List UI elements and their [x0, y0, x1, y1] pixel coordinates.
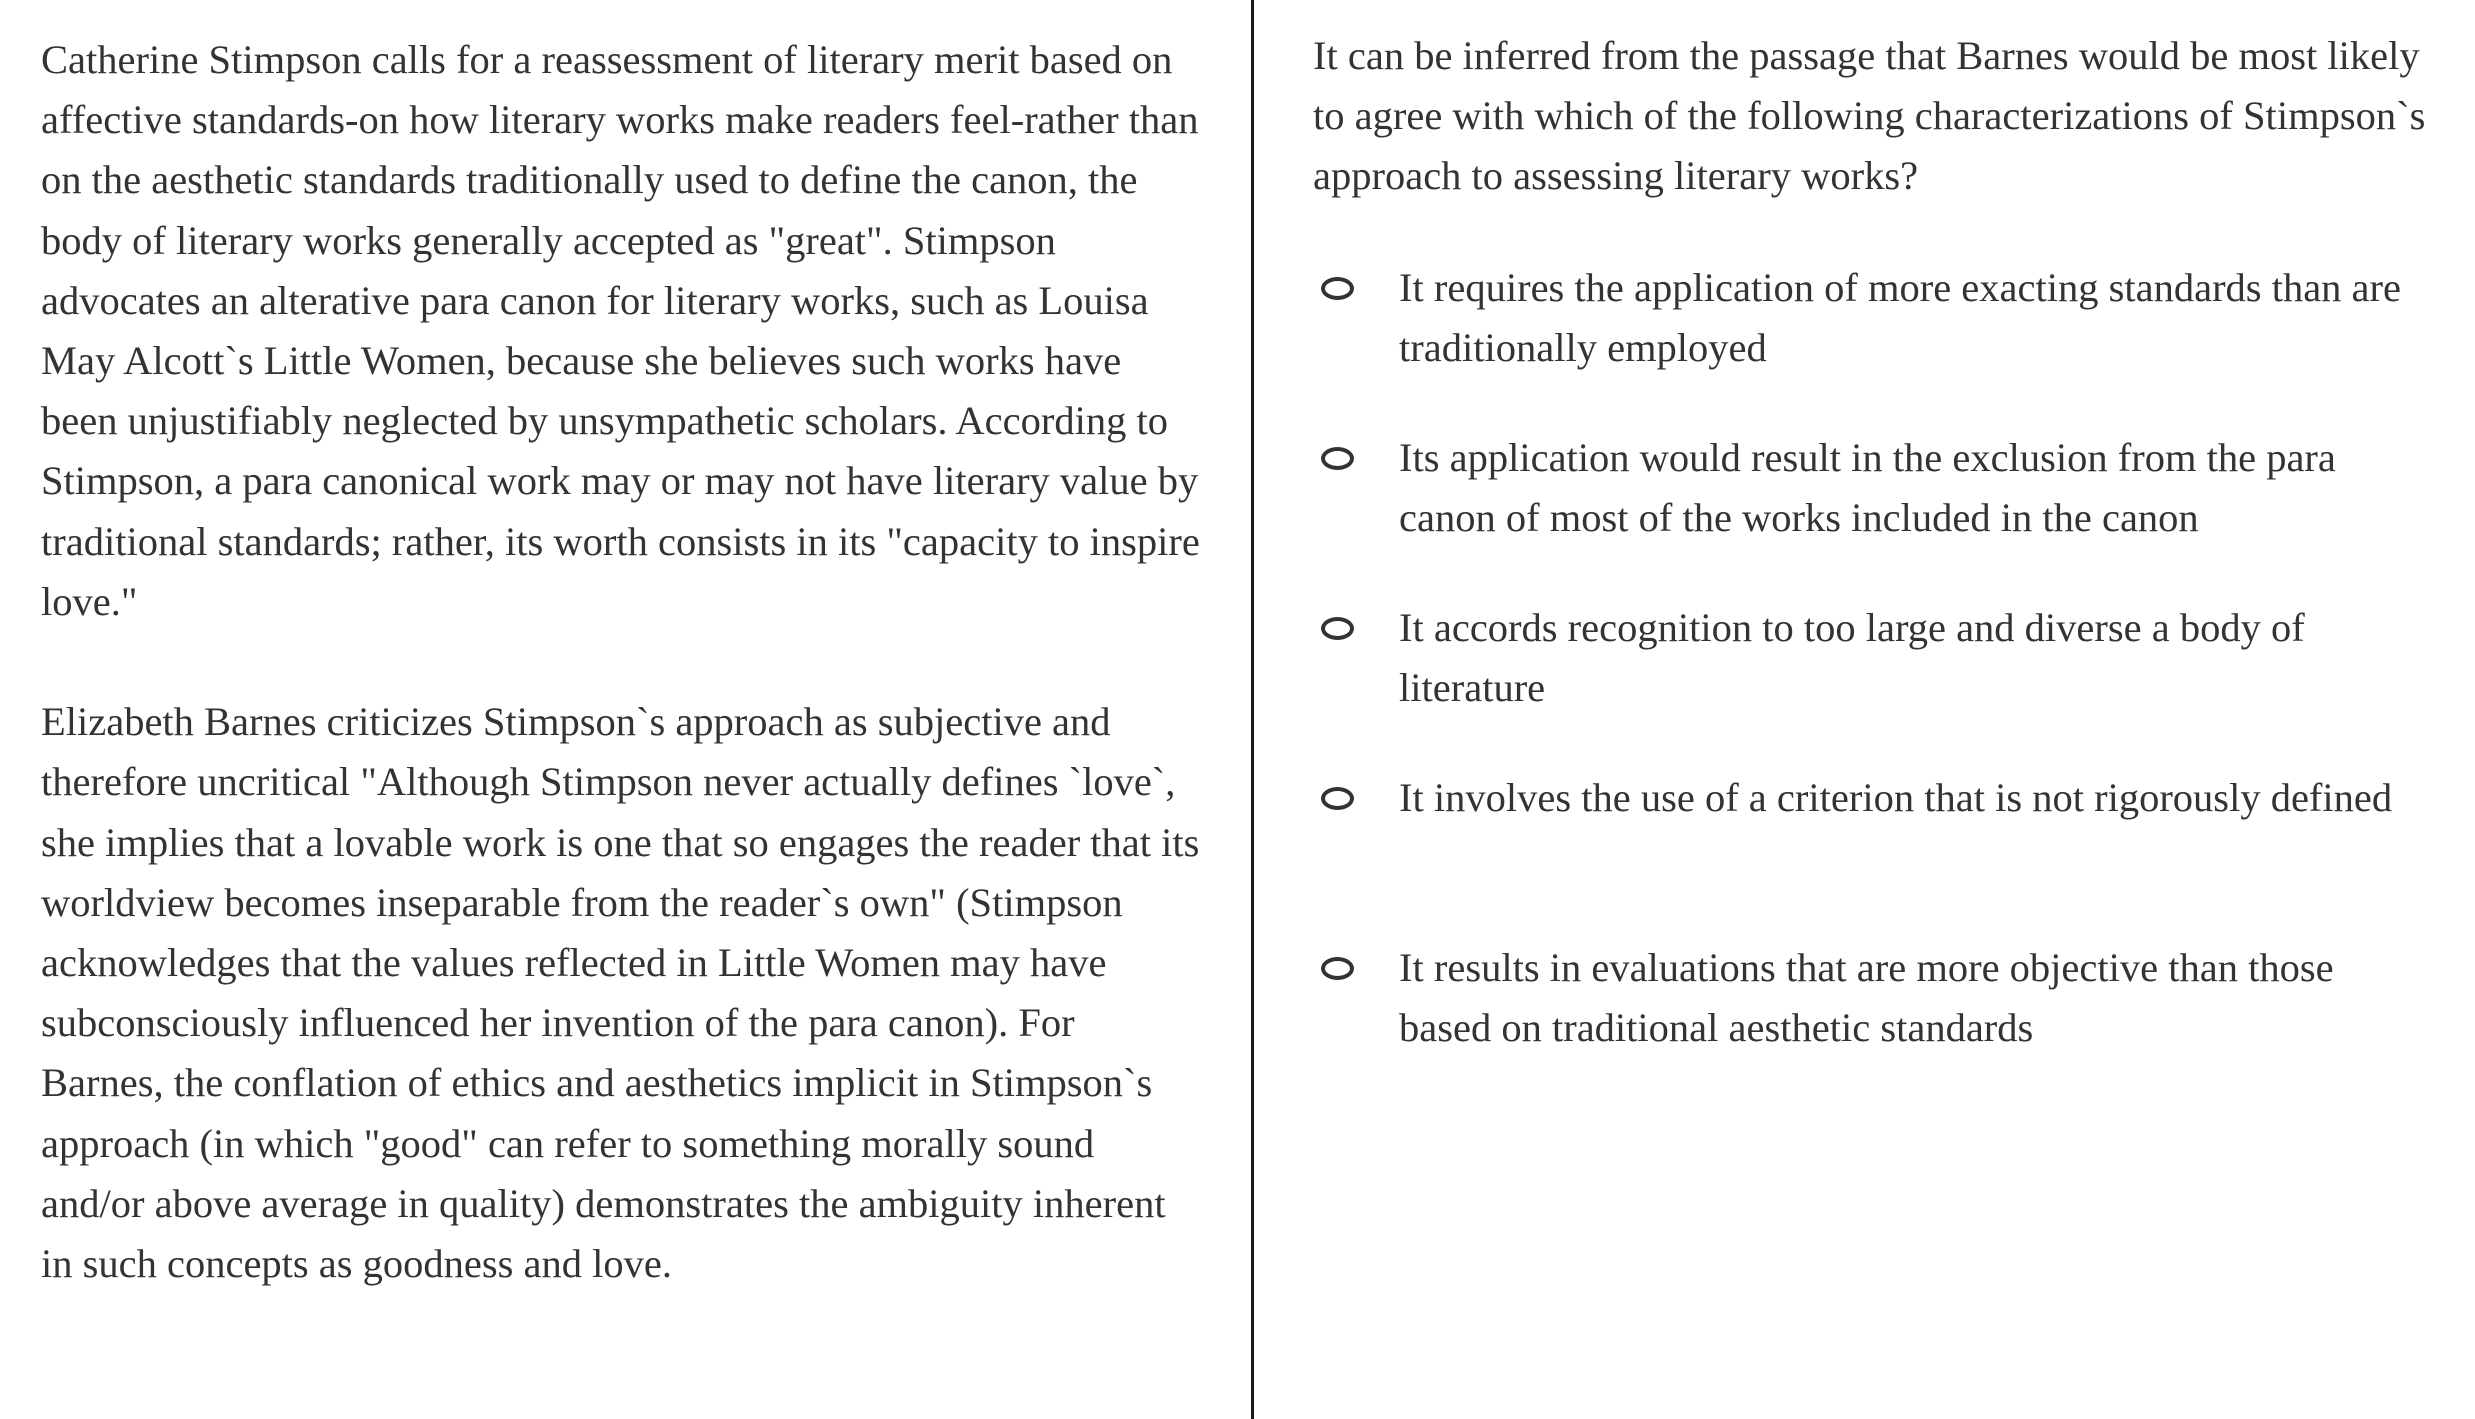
- passage-pane: [41, 30, 1201, 1294]
- radio-button-icon[interactable]: [1321, 957, 1354, 980]
- answer-option-label[interactable]: It results in evaluations that are more objective than those based on traditional aesthetic standards: [1399, 945, 2334, 1051]
- passage-paragraph-1: Catherine Stimpson calls for a reassessment of literary merit based on affective standards-on how literary works make readers feel-rather than on the aesthetic standards traditionally used to define the canon, the body of literary works generally accepted as "great". Stimpson advocates an alterative para canon for literary works, such as Louisa May Alcott`s Little Women, because she believes such works have been unjustifiably neglected by unsympathetic scholars. According to Stimpson, a para canonical work may or may not have literary value by traditional standards; rather, its worth consists in its "capacity to inspire love.": [41, 37, 1200, 624]
- radio-button-icon[interactable]: [1321, 617, 1354, 640]
- radio-button-icon[interactable]: [1321, 447, 1354, 470]
- answer-option-label[interactable]: It involves the use of a criterion that is not rigorously defined: [1399, 775, 2393, 820]
- answer-option-b[interactable]: [1313, 428, 2438, 598]
- question-pane: [1313, 26, 2438, 1051]
- passage-paragraph-2: Elizabeth Barnes criticizes Stimpson`s approach as subjective and therefore uncritical "Although Stimpson never actually defines `love`, she implies that a lovable work is one that so engages the reader that its worldview becomes inseparable from the reader`s own" (Stimpson acknowledges that the values reflected in Little Women may have subconsciously influenced her invention of the para canon). For Barnes, the conflation of ethics and aesthetics implicit in Stimpson`s approach (in which "good" can refer to something morally sound and/or above average in quality) demonstrates the ambiguity inherent in such concepts as goodness and love.: [41, 699, 1200, 1287]
- question-stem: It can be inferred from the passage that Barnes would be most likely to agree with which of the following characterizations of Stimpson`s approach to assessing literary works?: [1313, 33, 2426, 199]
- answer-option-label[interactable]: Its application would result in the exclusion from the para canon of most of the works included in the canon: [1399, 435, 2336, 541]
- answer-option-e[interactable]: [1313, 938, 2438, 1108]
- pane-divider[interactable]: [1251, 0, 1254, 1419]
- answer-option-a[interactable]: [1313, 258, 2438, 428]
- answer-option-label[interactable]: It accords recognition to too large and diverse a body of literature: [1399, 605, 2305, 711]
- answer-option-label[interactable]: It requires the application of more exacting standards than are traditionally employed: [1399, 265, 2401, 371]
- radio-button-icon[interactable]: [1321, 787, 1354, 810]
- radio-button-icon[interactable]: [1321, 277, 1354, 300]
- answer-option-d[interactable]: [1313, 768, 2438, 938]
- answer-option-c[interactable]: [1313, 598, 2438, 768]
- answer-options: [1313, 258, 2438, 1108]
